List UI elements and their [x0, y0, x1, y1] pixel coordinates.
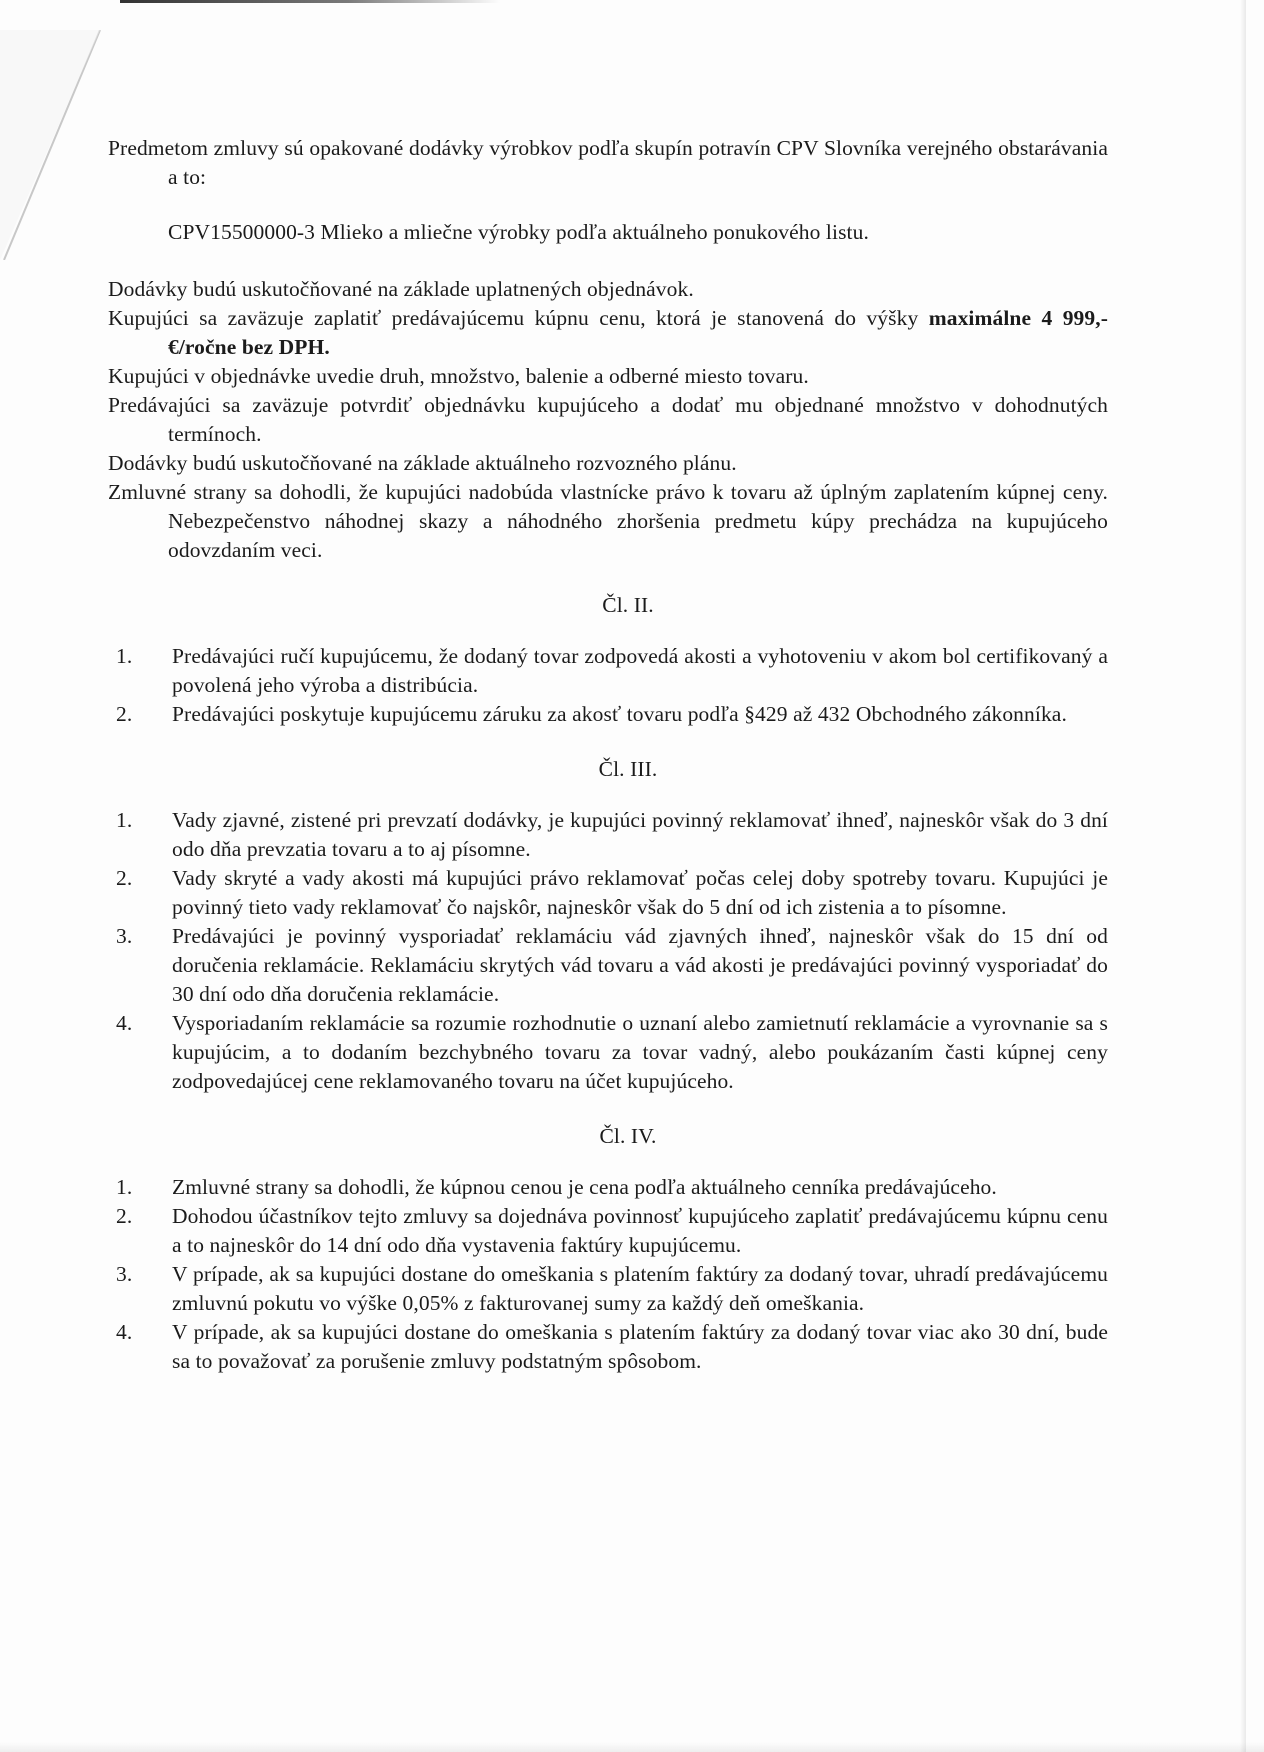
document-body	[108, 134, 1108, 1376]
intro-paragraph-order: Kupujúci v objednávke uvedie druh, množstvo, balenie a odberné miesto tovaru.	[108, 364, 809, 388]
list-item	[108, 1318, 1108, 1376]
list-item	[108, 642, 1108, 700]
intro-paragraph-price	[108, 304, 1108, 362]
list-item-number: 3.	[116, 924, 133, 948]
list-item-number: 2.	[116, 1204, 133, 1228]
list-item-text: V prípade, ak sa kupujúci dostane do omeškania s platením faktúry za dodaný tovar viac ako 30 dní, bude sa to považovať za porušenie zmluvy podstatným spôsobom.	[172, 1320, 1108, 1373]
list-item-text: Predávajúci poskytuje kupujúcemu záruku za akosť tovaru podľa §429 až 432 Obchodného zákonníka.	[172, 702, 1067, 726]
intro-price-text: Kupujúci sa zaväzuje zaplatiť predávajúcemu kúpnu cenu, ktorá je stanovená do výšky	[108, 306, 919, 330]
intro-paragraph-ownership: Zmluvné strany sa dohodli, že kupujúci nadobúda vlastnícke právo k tovaru až úplným zaplatením kúpnej ceny. Nebezpečenstvo náhodnej skazy a náhodného zhoršenia predmetu kúpy prechádza na kupujúceho odovzdaním veci.	[108, 480, 1108, 562]
list-item	[108, 1260, 1108, 1318]
article-3-heading: Čl. III.	[598, 757, 658, 781]
scan-fold-mark	[0, 30, 110, 260]
article-3-list	[108, 806, 1108, 1096]
article-4-list	[108, 1173, 1108, 1376]
list-item-text: Predávajúci je povinný vysporiadať reklamáciu vád zjavných ihneď, najneskôr však do 15 dní od doručenia reklamácie. Reklamáciu skrytých vád tovaru a vád akosti je predávajúci povinný vysporiadať do 30 dní odo dňa doručenia reklamácie.	[172, 924, 1108, 1006]
list-item-text: V prípade, ak sa kupujúci dostane do omeškania s platením faktúry za dodaný tovar, uhradí predávajúcemu zmluvnú pokutu vo výške 0,05% z fakturovanej sumy za každý deň omeškania.	[172, 1262, 1108, 1315]
list-item-text: Vady skryté a vady akosti má kupujúci právo reklamovať počas celej doby spotreby tovaru. Kupujúci je povinný tieto vady reklamovať čo najskôr, najneskôr však do 5 dní od ich zistenia a to písomne.	[172, 866, 1108, 919]
list-item-text: Vysporiadaním reklamácie sa rozumie rozhodnutie o uznaní alebo zamietnutí reklamácie a vyrovnanie sa s kupujúcim, a to dodaním bezchybného tovaru za tovar vadný, alebo poukázaním časti kúpnej ceny zodpovedajúcej cene reklamovaného tovaru na účet kupujúceho.	[172, 1011, 1108, 1093]
list-item-number: 1.	[116, 808, 133, 832]
list-item	[108, 1173, 1108, 1202]
list-item-number: 2.	[116, 866, 133, 890]
intro-subject-line1: Predmetom zmluvy sú opakované dodávky výrobkov podľa skupín potravín CPV Slovníka	[108, 136, 902, 160]
list-item-text: Dohodou účastníkov tejto zmluvy sa dojednáva povinnosť kupujúceho zaplatiť predávajúcemu kúpnu cenu a to najneskôr do 14 dní odo dňa vystavenia faktúry kupujúcemu.	[172, 1204, 1108, 1257]
list-item-number: 4.	[116, 1320, 133, 1344]
scan-shadow-bottom	[0, 1742, 1264, 1752]
list-item-number: 1.	[116, 1175, 133, 1199]
list-item-number: 4.	[116, 1011, 133, 1035]
list-item-text: Vady zjavné, zistené pri prevzatí dodávky, je kupujúci povinný reklamovať ihneď, najneskôr však do 3 dní odo dňa prevzatia tovaru a to aj písomne.	[172, 808, 1108, 861]
list-item	[108, 922, 1108, 1009]
cpv-code-line: CPV15500000-3 Mlieko a mliečne výrobky podľa aktuálneho ponukového listu.	[168, 220, 869, 244]
list-item-number: 3.	[116, 1262, 133, 1286]
list-item-text: Predávajúci ručí kupujúcemu, že dodaný tovar zodpovedá akosti a vyhotoveniu v akom bol certifikovaný a povolená jeho výroba a distribúcia.	[172, 644, 1108, 697]
list-item	[108, 806, 1108, 864]
list-item-number: 1.	[116, 644, 133, 668]
intro-price-max: maximálne 4 999,- €/ročne bez DPH.	[168, 306, 1108, 359]
list-item	[108, 1009, 1108, 1096]
article-2-list	[108, 642, 1108, 729]
intro-paragraph-confirm: Predávajúci sa zaväzuje potvrdiť objednávku kupujúceho a dodať mu objednané množstvo v dohodnutých termínoch.	[108, 393, 1108, 446]
intro-subject-line2: verejného obstarávania a to:	[168, 136, 1108, 189]
article-4-heading: Čl. IV.	[599, 1124, 657, 1148]
list-item	[108, 700, 1108, 729]
scan-edge-right	[1240, 0, 1246, 1752]
intro-paragraph-plan: Dodávky budú uskutočňované na základe aktuálneho rozvozného plánu.	[108, 451, 737, 475]
list-item-number: 2.	[116, 702, 133, 726]
list-item-text: Zmluvné strany sa dohodli, že kúpnou cenou je cena podľa aktuálneho cenníka predávajúceho.	[172, 1175, 997, 1199]
intro-paragraph-subject	[108, 134, 1108, 192]
article-2-heading: Čl. II.	[602, 593, 654, 617]
list-item	[108, 864, 1108, 922]
list-item	[108, 1202, 1108, 1260]
intro-paragraph-deliveries: Dodávky budú uskutočňované na základe uplatnených objednávok.	[108, 277, 694, 301]
scan-edge-top	[120, 0, 500, 3]
